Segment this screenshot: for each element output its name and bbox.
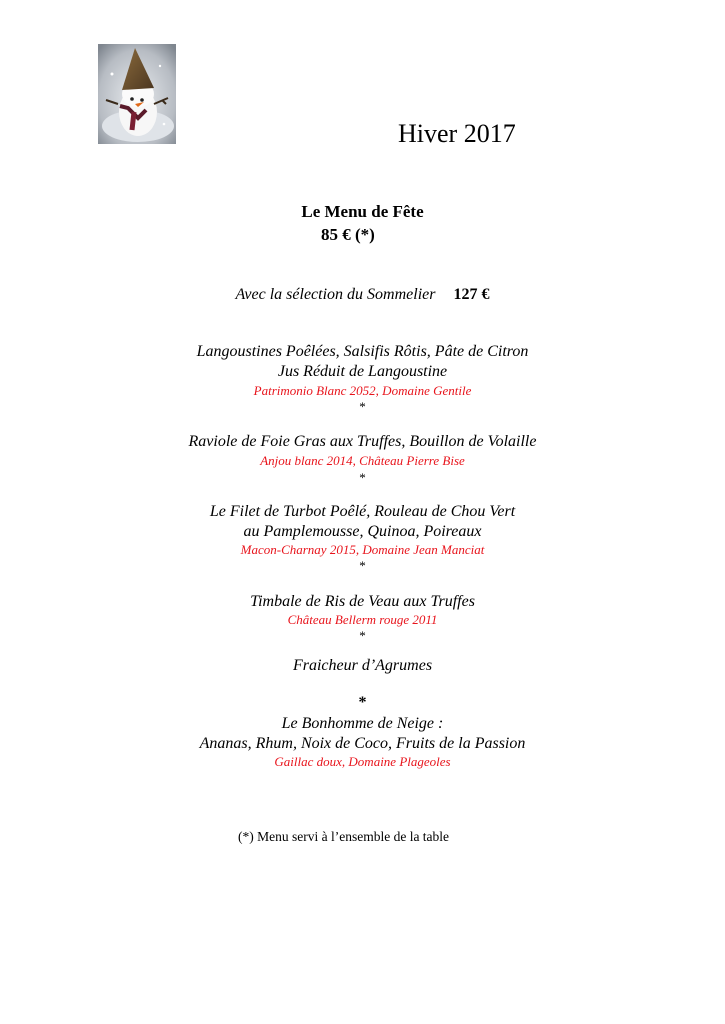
course-2-line-1: Raviole de Foie Gras aux Truffes, Bouillon de Volaille	[188, 433, 537, 450]
snowman-dessert-photo	[98, 44, 176, 144]
course-3-wine: Macon-Charnay 2015, Domaine Jean Manciat	[240, 542, 485, 557]
sommelier-price: 127 €	[453, 286, 490, 303]
separator-3: *	[359, 558, 366, 573]
sommelier-label: Avec la sélection du Sommelier	[235, 286, 436, 303]
menu-price: 85 € (*)	[321, 225, 375, 244]
course-1-line-1: Langoustines Poêlées, Salsifis Rôtis, Pâte de Citron	[196, 343, 529, 360]
course-6-wine: Gaillac doux, Domaine Plageoles	[274, 754, 451, 769]
course-6-line-1: Le Bonhomme de Neige :	[281, 715, 444, 732]
separator-1: *	[359, 399, 366, 414]
separator-2: *	[359, 470, 366, 485]
course-3-line-2: au Pamplemousse, Quinoa, Poireaux	[243, 523, 482, 540]
separator-5: *	[358, 694, 367, 711]
course-6-line-2: Ananas, Rhum, Noix de Coco, Fruits de la Passion	[199, 735, 526, 752]
course-1-line-2: Jus Réduit de Langoustine	[277, 363, 448, 380]
sommelier-selection	[0, 286, 725, 304]
course-2-wine: Anjou blanc 2014, Château Pierre Bise	[260, 453, 465, 468]
menu-title: Le Menu de Fête	[301, 202, 424, 221]
course-3-line-1: Le Filet de Turbot Poêlé, Rouleau de Chou Vert	[209, 503, 516, 520]
separator-4: *	[359, 628, 366, 643]
season-title: Hiver 2017	[398, 119, 516, 148]
course-5-line-1: Fraicheur d’Agrumes	[292, 657, 433, 674]
course-4-line-1: Timbale de Ris de Veau aux Truffes	[250, 593, 475, 610]
course-1-wine: Patrimonio Blanc 2052, Domaine Gentile	[253, 383, 472, 398]
footnote: (*) Menu servi à l’ensemble de la table	[238, 829, 450, 844]
course-4-wine: Château Bellerm rouge 2011	[287, 612, 438, 627]
